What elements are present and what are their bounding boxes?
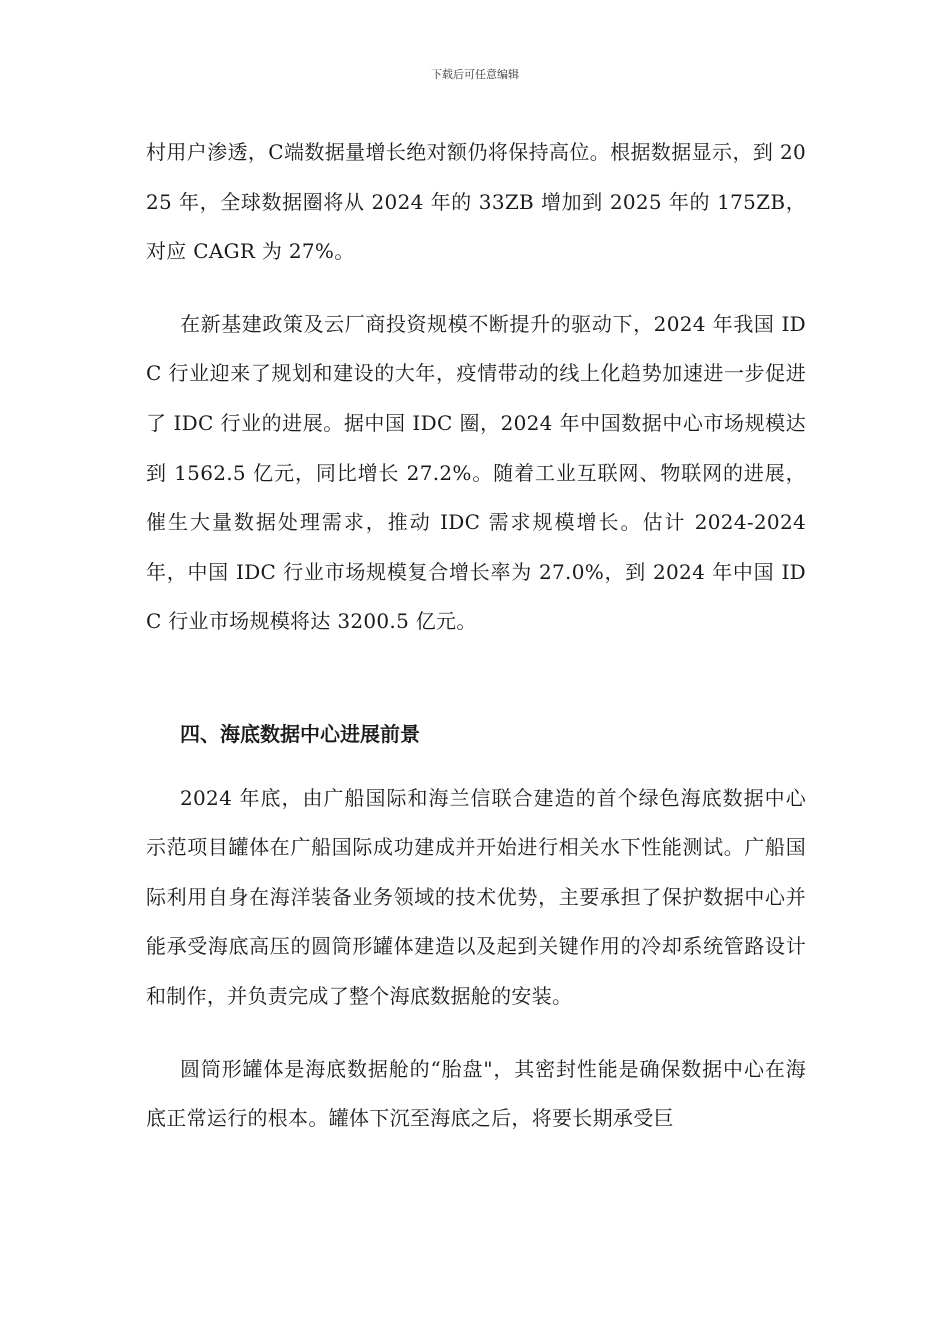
paragraph-undersea-project: 2024 年底，由广船国际和海兰信联合建造的首个绿色海底数据中心示范项目罐体在广船国际成功建成并开始进行相关水下性能测试。广船国际利用自身在海洋装备业务领域的技术优势，主要承担了保护数据中心并能承受海底高压的圆筒形罐体建造以及起到关键作用的冷却系统管路设计和制作，并负责完成了整个海底数据舱的安装。 xyxy=(146,785,806,1008)
section-heading: 四、海底数据中心进展前景 xyxy=(180,721,420,746)
paragraph-idc-market: 在新基建政策及云厂商投资规模不断提升的驱动下，2024 年我国 IDC 行业迎来了规划和建设的大年，疫情带动的线上化趋势加速进一步促进了 IDC 行业的进展。据中国 IDC 圈，2024 年中国数据中心市场规模达到 1562.5 亿元，同比增长 27.2%。随着工业互联网、物联网的进展，催生大量数据处理需求，推动 IDC 需求规模增长。估计 2024-2024 年，中国 IDC 行业市场规模复合增长率为 27.0%，到 2024 年中国 IDC 行业市场规模将达 3200.5 亿元。 xyxy=(146,311,806,634)
document-body xyxy=(146,128,806,1144)
paragraph-cylinder-tank: 圆筒形罐体是海底数据舱的“胎盘"，其密封性能是确保数据中心在海底正常运行的根本。罐体下沉至海底之后，将要长期承受巨 xyxy=(146,1056,806,1131)
page-header: 下载后可任意编辑 xyxy=(431,68,519,81)
paragraph-continuation: 村用户渗透，C端数据量增长绝对额仍将保持高位。根据数据显示，到 2025 年，全球数据圈将从 2024 年的 33ZB 增加到 2025 年的 175ZB，对应 CAGR 为 27%。 xyxy=(146,140,806,264)
